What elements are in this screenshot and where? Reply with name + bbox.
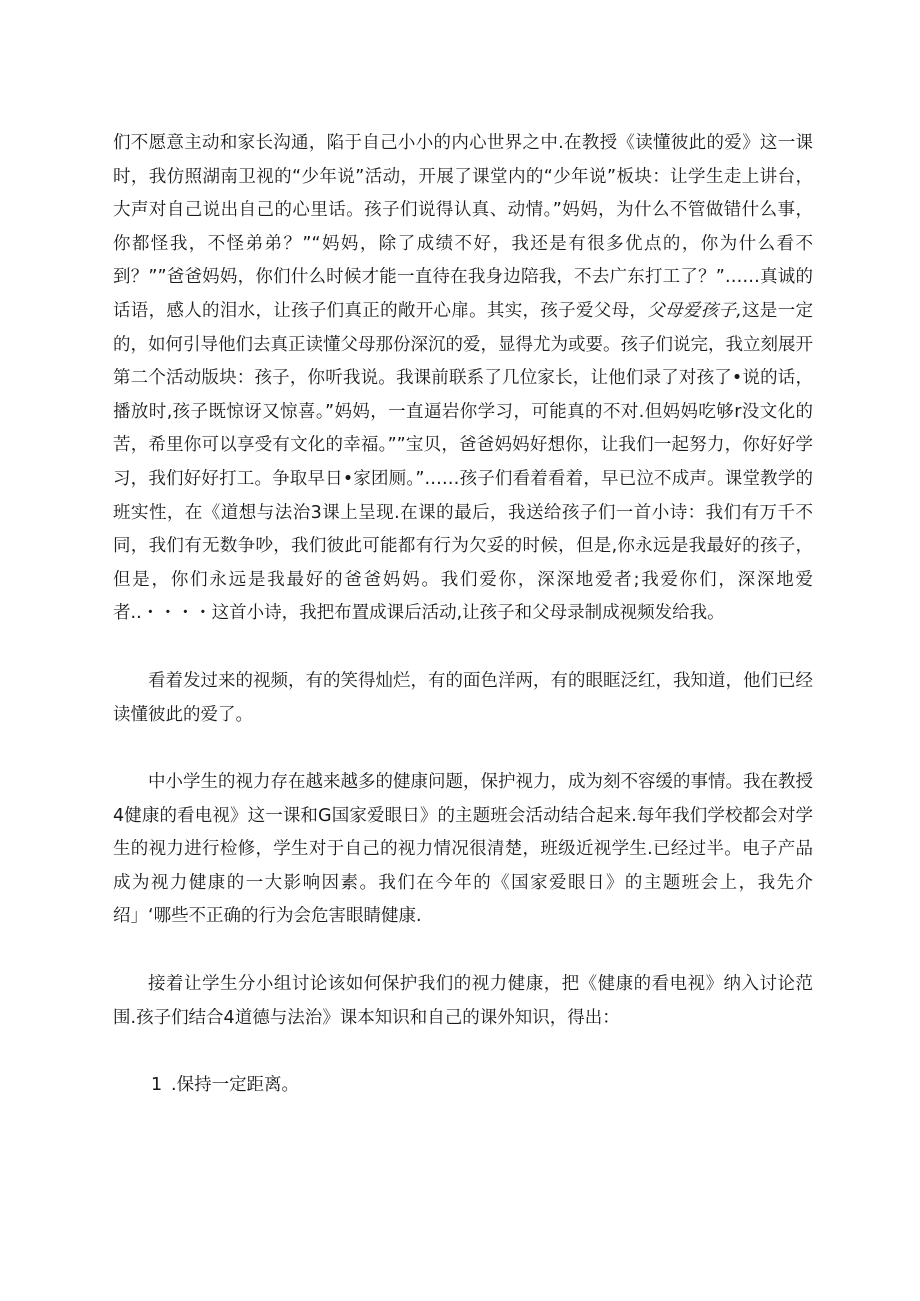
document-body <box>113 127 813 1103</box>
list-item-text: .保持一定距离。 <box>171 1075 300 1096</box>
paragraph-4: 接着让学生分小组讨论该如何保护我们的视力健康，把《健康的看电视》纳入讨论范围.孩子们结合4道德与法治》课本知识和自己的课外知识，得出： <box>113 974 813 1028</box>
paragraph-2: 看着发过来的视频，有的笑得灿烂，有的面色洋两，有的眼眶泛红，我知道，他们已经读懂彼此的爱了。 <box>113 670 813 725</box>
paragraph-1-part-1: 们不愿意主动和家长沟通，陷于自己小小的内心世界之中.在教授《读懂彼此的爱》这一课时，我仿照湖南卫视的“少年说”活动，开展了课堂内的“少年说”板块：让学生走上讲台，大声对自己说出自己的心里话。孩子们说得认真、动情。”妈妈，为什么不管做错什么事，你都怪我，不怪弟弟？”“妈妈，除了成绩不好，我还是有很多优点的，你为什么看不到？””爸爸妈妈，你们什么时候才能一直待在我身边陪我，不去广东打工了？”……真诚的话语，感人的泪水，让孩子们真正的敞开心扉。其实，孩子爱父母， <box>113 133 813 321</box>
paragraph-1-part-2: 这是一定的，如何引导他们去真正读懂父母那份深沉的爱，显得尤为或要。孩子们说完，我立刻展开第二个活动版块：孩子，你听我说。我课前联系了几位家长，让他们录了对孩了•说的话，播放时,孩子既惊讶又惊喜。”妈妈，一直逼岩你学习，可能真的不对.但妈妈吃够r没文化的苦，希里你可以享受有文化的幸福。””宝贝，爸爸妈妈好想你，让我们一起努力，你好好学习，我们好好打工。争取早日•家团厕。”……孩子们看着看着，早已泣不成声。课堂教学的班实性，在《道想与法治3课上呈现.在课的最后，我送给孩子们一首小诗：我们有万千不同，我们有无数争吵，我们彼此可能都有行为欠妥的时候，但是,你永远是我最好的孩子，但是，你们永远是我最好的爸爸妈妈。我们爱你，深深地爱者;我爱你们，深深地爱者..・・・・这首小诗，我把布置成课后活动,让孩子和父母录制成视频发给我。 <box>113 300 814 624</box>
list-item <box>113 1069 813 1103</box>
paragraph-1-italic-phrase: 父母爱孩子, <box>647 300 742 321</box>
list-item-number: 1 <box>151 1075 163 1096</box>
paragraph-1 <box>113 127 813 631</box>
paragraph-3: 中小学生的视力存在越来越多的健康问题，保护视力，成为刻不容缓的事情。我在教授4健康的看电视》这一课和G国家爱眼日》的主题班会活动结合起来.每年我们学校都会对学生的视力进行检修，学生对于自己的视力情况很清楚，班级近视学生.已经过半。电子产品成为视力健康的一大影响因素。我们在今年的《国家爱眼日》的主题班会上，我先介绍」‘哪些不正确的行为会危害眼睛健康. <box>113 772 813 927</box>
